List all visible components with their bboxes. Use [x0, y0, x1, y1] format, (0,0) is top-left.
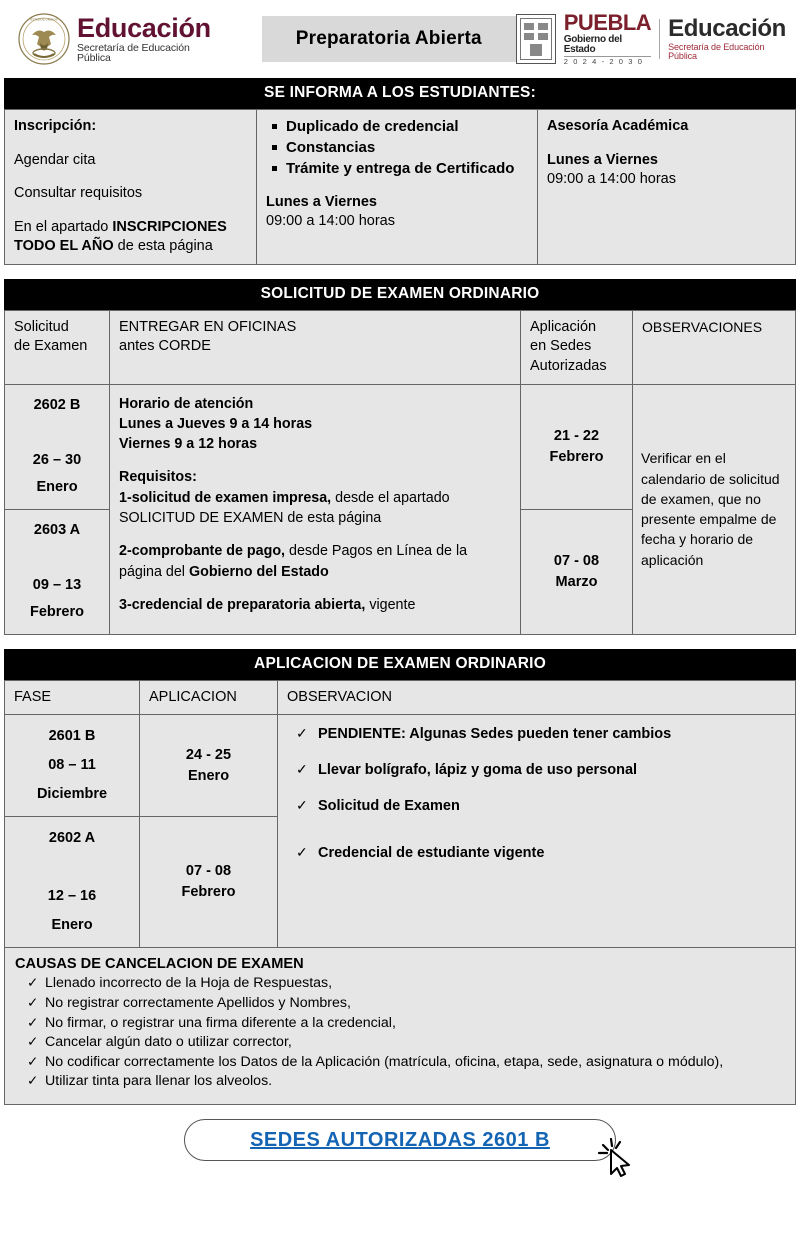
aplicacion-fase-2-month: Enero — [51, 917, 93, 934]
puebla-education-title: Educación — [668, 15, 786, 42]
info-col-asesoria — [538, 110, 796, 265]
solicitud-fase-2 — [5, 509, 110, 634]
list-item: ✓ No firmar, o registrar una firma diferente a la credencial, — [45, 1014, 785, 1034]
sep-logo-subtitle: Secretaría de Educación Pública — [77, 41, 190, 64]
page-title: Preparatoria Abierta — [262, 16, 516, 62]
causas-cancelacion-box — [4, 948, 796, 1105]
horario-line-2 — [119, 434, 511, 454]
horario-line-1-text: Lunes a Jueves 9 a 14 horas — [119, 415, 313, 432]
asesoria-heading-text: Asesoría Académica — [547, 118, 689, 134]
horario-title — [119, 394, 511, 414]
col-header-aplicacion — [521, 310, 633, 384]
solicitud-fase-1-code: 2602 B — [33, 396, 81, 413]
inscripcion-line-3 — [14, 218, 247, 257]
aplicacion-fase-1 — [5, 715, 140, 817]
table-row — [5, 715, 796, 817]
solicitud-fase-2-code: 2603 A — [33, 521, 81, 538]
asesoria-days — [547, 151, 786, 171]
info-band-title: SE INFORMA A LOS ESTUDIANTES: — [4, 78, 796, 109]
aplicacion-table — [4, 680, 796, 949]
puebla-wordmark — [564, 12, 651, 66]
table-header-row — [5, 310, 796, 384]
aplicacion-fecha-2 — [140, 817, 278, 948]
list-item: ✓ No codificar correctamente los Datos de la Aplicación (matrícula, oficina, etapa, sede, asignatura o módulo), — [45, 1053, 785, 1073]
solicitud-requisitos-cell — [110, 384, 521, 634]
logo-divider — [659, 19, 660, 59]
page-header — [0, 0, 800, 78]
list-item: ✓ Utilizar tinta para llenar los alveolos. — [45, 1072, 785, 1092]
requisitos-title-text: Requisitos: — [119, 469, 197, 486]
aplicacion-fecha-1-month: Enero — [187, 767, 230, 784]
solicitud-aplicacion-2 — [521, 509, 633, 634]
col-header-solicitud-l1: Solicitud — [14, 318, 69, 335]
col-header-entregar-l2: antes CORDE — [119, 338, 211, 355]
solicitud-fase-1-month: Enero — [36, 479, 78, 496]
solicitud-fase-1 — [5, 384, 110, 509]
sedes-autorizadas-label[interactable]: SEDES AUTORIZADAS 2601 B — [250, 1128, 550, 1151]
asesoria-hours: 09:00 a 14:00 horas — [547, 171, 676, 188]
asesoria-days-text: Lunes a Viernes — [547, 151, 658, 168]
list-item: ✓ Llevar bolígrafo, lápiz y goma de uso personal — [296, 761, 785, 780]
table-row — [5, 110, 796, 265]
solicitud-aplicacion-1-month: Febrero — [549, 448, 604, 465]
col-header-observaciones: OBSERVACIONES — [633, 310, 796, 384]
col-header-observacion: OBSERVACION — [278, 680, 796, 715]
solicitud-aplicacion-1 — [521, 384, 633, 509]
info-col-inscripcion — [5, 110, 257, 265]
col-header-fase: FASE — [5, 680, 140, 715]
list-item: ✓ Llenado incorrecto de la Hoja de Respuestas, — [45, 974, 785, 994]
requisito-2 — [119, 541, 511, 582]
mexican-eagle-seal-icon — [18, 13, 70, 65]
solicitud-table — [4, 310, 796, 635]
puebla-logo — [516, 12, 786, 66]
asesoria-heading — [547, 117, 786, 137]
puebla-state-label: PUEBLA — [563, 10, 652, 36]
requisito-2-bold2: Gobierno del Estado — [188, 563, 329, 580]
puebla-education-wordmark — [668, 17, 786, 61]
requisito-1 — [119, 488, 511, 529]
list-item: Duplicado de credencial — [286, 117, 528, 136]
list-item: Trámite y entrega de Certificado — [286, 159, 528, 178]
info-col-tramites — [257, 110, 538, 265]
list-item: ✓ PENDIENTE: Algunas Sedes pueden tener cambios — [296, 725, 785, 744]
svg-text:ESTADOS UNIDOS: ESTADOS UNIDOS — [30, 17, 58, 22]
horario-line-1 — [119, 414, 511, 434]
requisito-1-bold: 1-solicitud de examen impresa, — [119, 489, 332, 506]
solicitud-observaciones-cell: Verificar en el calendario de solicitud de examen, que no presente empalme de fecha y horario de aplicación — [633, 384, 796, 634]
aplicacion-block — [4, 649, 796, 1161]
aplicacion-fase-1-code: 2601 B — [48, 728, 96, 745]
col-header-entregar-l1: ENTREGAR EN OFICINAS — [119, 318, 297, 335]
col-header-aplicacion-l3: Autorizadas — [530, 357, 607, 374]
aplicacion-fase-2 — [5, 817, 140, 948]
observacion-list — [296, 725, 785, 862]
col-header-aplicacion-l1: Aplicación — [530, 318, 597, 335]
tramites-list — [266, 117, 528, 179]
aplicacion-fecha-1-dates: 24 - 25 — [185, 746, 232, 763]
col-header-aplicacion-l2: en Sedes — [530, 338, 592, 355]
inscripcion-line-3-bold: INSCRIPCIONES TODO EL AÑO — [14, 218, 227, 255]
puebla-education-subtitle: Secretaría de Educación Pública — [668, 42, 765, 61]
table-row — [5, 384, 796, 509]
col-header-entregar — [110, 310, 521, 384]
aplicacion-fase-2-dates: 12 – 16 — [47, 888, 97, 905]
tramites-days — [266, 193, 528, 213]
aplicacion-fase-2-code: 2602 A — [48, 830, 96, 847]
solicitud-block — [4, 279, 796, 635]
list-item: ✓ No registrar correctamente Apellidos y Nombres, — [45, 994, 785, 1014]
aplicacion-fase-1-month: Diciembre — [36, 786, 108, 803]
solicitud-aplicacion-2-month: Marzo — [555, 573, 598, 590]
requisitos-title — [119, 467, 511, 487]
solicitud-aplicacion-2-dates: 07 - 08 — [553, 552, 600, 569]
causas-list — [15, 974, 785, 1092]
requisito-3 — [119, 595, 511, 615]
list-item: ✓ Credencial de estudiante vigente — [296, 844, 785, 863]
footer-area — [4, 1119, 796, 1161]
requisito-2-rest: desde Pagos en Línea de la página del — [119, 543, 468, 580]
list-item: ✓ Solicitud de Examen — [296, 797, 785, 816]
sep-logo-title: Educación — [77, 12, 211, 43]
aplicacion-fecha-1 — [140, 715, 278, 817]
inscripcion-heading — [14, 117, 247, 137]
tramites-hours: 09:00 a 14:00 horas — [266, 213, 395, 230]
aplicacion-fase-1-dates: 08 – 11 — [48, 757, 96, 774]
info-block — [4, 78, 796, 265]
sep-logo-wordmark — [77, 12, 216, 64]
info-table — [4, 109, 796, 265]
inscripcion-line-1: Agendar cita — [14, 151, 96, 168]
solicitud-fase-2-dates: 09 – 13 — [32, 576, 82, 593]
puebla-shield-icon — [516, 14, 556, 64]
solicitud-fase-1-dates: 26 – 30 — [32, 451, 82, 468]
col-header-solicitud — [5, 310, 110, 384]
requisito-3-bold: 3-credencial de preparatoria abierta, — [119, 596, 366, 613]
requisito-1-rest: desde el apartado SOLICITUD DE EXAMEN de esta página — [119, 489, 450, 526]
solicitud-aplicacion-1-dates: 21 - 22 — [553, 427, 600, 444]
puebla-years-label: 2 0 2 4 - 2 0 3 0 — [564, 56, 651, 66]
horario-title-text: Horario de atención — [119, 395, 254, 412]
table-header-row — [5, 680, 796, 715]
requisito-2-bold: 2-comprobante de pago, — [119, 543, 286, 560]
aplicacion-band-title: APLICACION DE EXAMEN ORDINARIO — [4, 649, 796, 680]
sep-logo — [18, 13, 216, 65]
list-item: ✓ Cancelar algún dato o utilizar corrector, — [45, 1033, 785, 1053]
sedes-autorizadas-button[interactable] — [184, 1119, 616, 1161]
aplicacion-observacion-cell — [278, 715, 796, 948]
solicitud-fase-2-month: Febrero — [30, 604, 84, 621]
inscripcion-heading-text: Inscripción: — [14, 118, 97, 134]
col-header-aplicacion: APLICACION — [140, 680, 278, 715]
requisito-3-rest: vigente — [365, 596, 416, 613]
solicitud-band-title: SOLICITUD DE EXAMEN ORDINARIO — [4, 279, 796, 310]
inscripcion-line-3-pre: En el apartado — [14, 218, 113, 235]
aplicacion-fecha-2-dates: 07 - 08 — [185, 863, 232, 880]
inscripcion-line-3-post: de esta página — [113, 238, 213, 255]
tramites-days-text: Lunes a Viernes — [266, 193, 377, 210]
inscripcion-line-2: Consultar requisitos — [14, 185, 143, 202]
horario-line-2-text: Viernes 9 a 12 horas — [119, 436, 258, 453]
col-header-solicitud-l2: de Examen — [14, 338, 88, 355]
aplicacion-fecha-2-month: Febrero — [181, 884, 236, 901]
list-item: Constancias — [286, 138, 528, 157]
causas-title: CAUSAS DE CANCELACION DE EXAMEN — [15, 956, 304, 973]
puebla-government-label: Gobierno del Estado — [563, 34, 622, 56]
